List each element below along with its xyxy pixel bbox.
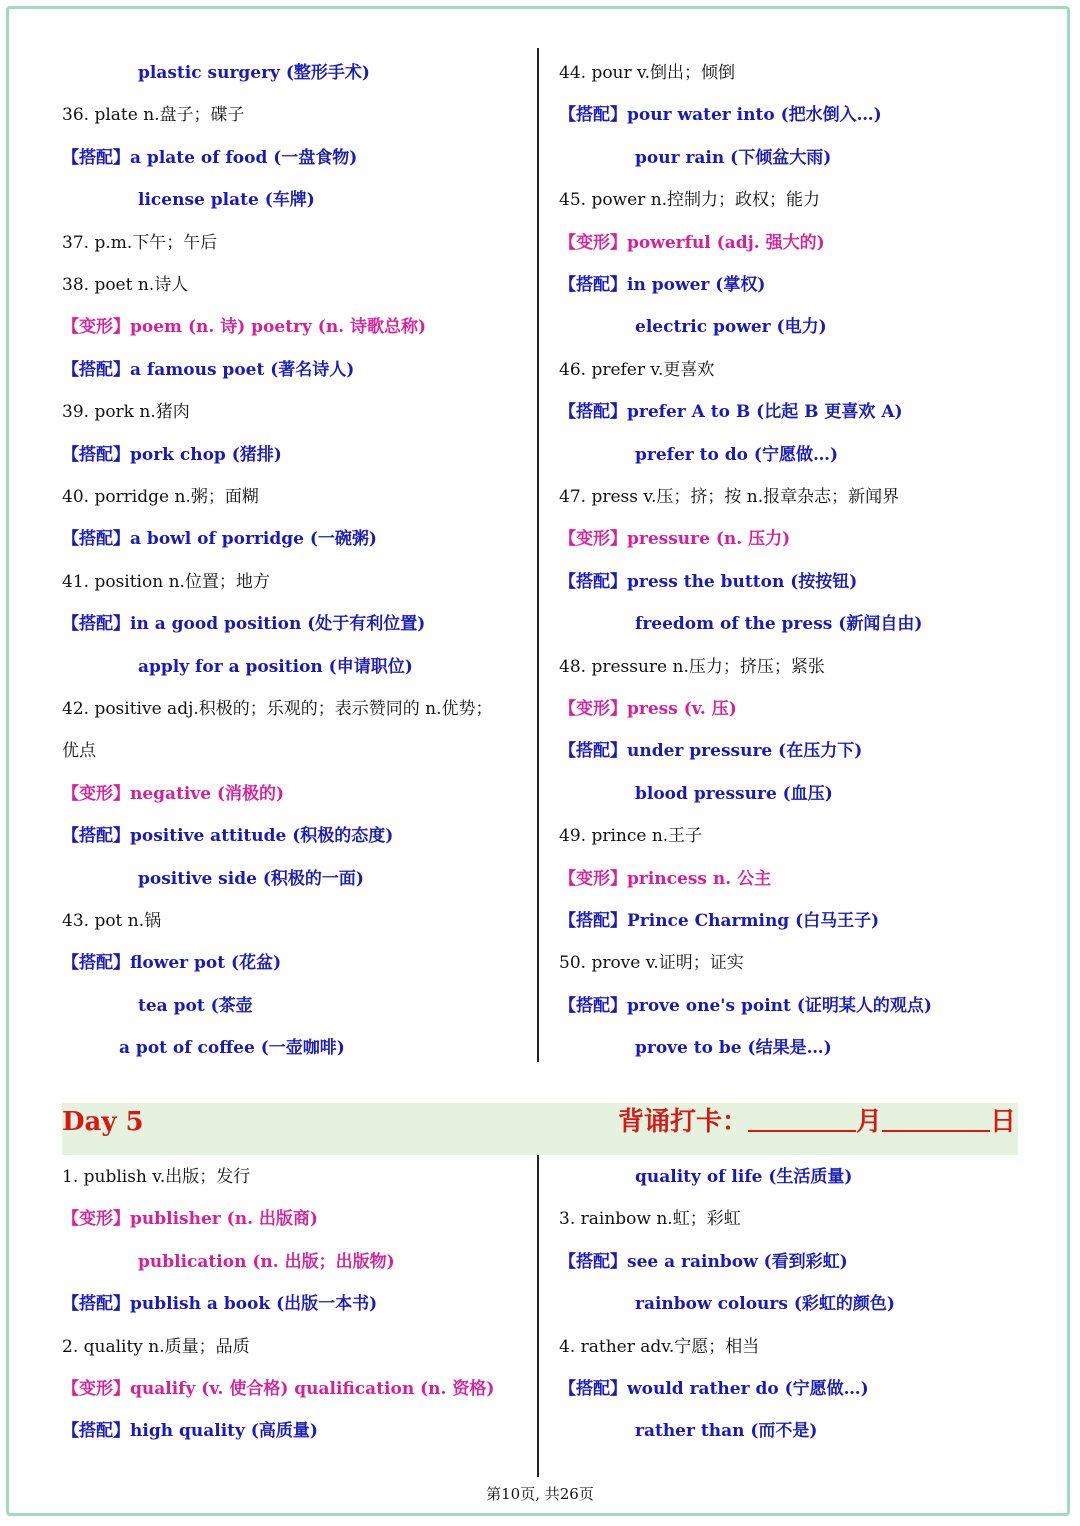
word-entry: 50. prove v.证明；证实 bbox=[559, 953, 744, 974]
word-variant: 【变形】negative (消极的) bbox=[62, 783, 285, 804]
word-entry: 40. porridge n.粥；面糊 bbox=[62, 487, 259, 507]
month-label: 月 bbox=[855, 1107, 882, 1137]
word-collocation: 【搭配】pour water into (把水倒入…) bbox=[559, 105, 882, 126]
word-collocation: 【搭配】would rather do (宁愿做…) bbox=[559, 1379, 869, 1399]
word-entry: 优点 bbox=[62, 741, 96, 762]
word-collocation: quality of life (生活质量) bbox=[635, 1167, 853, 1187]
word-entry: 37. p.m.下午；午后 bbox=[62, 232, 218, 253]
word-entry: 3. rainbow n.虹；彩虹 bbox=[559, 1209, 741, 1230]
word-entry: 39. pork n.猪肉 bbox=[62, 402, 190, 423]
word-collocation: 【搭配】high quality (高质量) bbox=[62, 1421, 318, 1442]
word-variant: 【变形】poem (n. 诗) poetry (n. 诗歌总称) bbox=[62, 317, 427, 338]
word-collocation: 【搭配】in power (掌权) bbox=[559, 275, 766, 295]
word-entry: 45. power n.控制力；政权；能力 bbox=[559, 190, 821, 211]
word-variant: publication (n. 出版；出版物) bbox=[138, 1251, 395, 1272]
word-variant: 【变形】press (v. 压) bbox=[559, 699, 737, 719]
word-collocation: plastic surgery (整形手术) bbox=[138, 63, 370, 83]
word-variant: 【变形】princess n. 公主 bbox=[559, 868, 772, 889]
word-collocation: 【搭配】positive attitude (积极的态度) bbox=[62, 826, 394, 847]
word-collocation: a pot of coffee (一壶咖啡) bbox=[119, 1038, 345, 1059]
word-collocation: 【搭配】prefer A to B (比起 B 更喜欢 A) bbox=[559, 402, 903, 423]
word-collocation: electric power (电力) bbox=[635, 317, 827, 338]
day-label: Day 5 bbox=[62, 1107, 144, 1137]
word-collocation: pour rain (下倾盆大雨) bbox=[635, 147, 832, 168]
word-entry: 41. position n.位置；地方 bbox=[62, 571, 270, 592]
page-number: 第10页, 共26页 bbox=[486, 1485, 594, 1503]
word-entry: 4. rather adv.宁愿；相当 bbox=[559, 1336, 760, 1357]
word-collocation: 【搭配】flower pot (花盆) bbox=[62, 953, 282, 974]
word-collocation: rather than (而不是) bbox=[635, 1421, 818, 1442]
word-collocation: apply for a position (申请职位) bbox=[138, 656, 413, 677]
word-collocation: 【搭配】pork chop (猪排) bbox=[62, 444, 282, 465]
word-entry: 1. publish v.出版；发行 bbox=[62, 1167, 251, 1187]
word-entry: 49. prince n.王子 bbox=[559, 826, 703, 847]
column-divider-bottom bbox=[537, 1155, 539, 1477]
word-collocation: tea pot (茶壶 bbox=[138, 995, 253, 1016]
word-variant: 【变形】pressure (n. 压力) bbox=[559, 529, 791, 550]
word-collocation: 【搭配】see a rainbow (看到彩虹) bbox=[559, 1251, 848, 1272]
word-collocation: 【搭配】under pressure (在压力下) bbox=[559, 741, 863, 762]
word-entry: 46. prefer v.更喜欢 bbox=[559, 359, 715, 380]
word-entry: 36. plate n.盘子；碟子 bbox=[62, 105, 245, 126]
word-collocation: rainbow colours (彩虹的颜色) bbox=[635, 1294, 895, 1315]
word-entry: 48. pressure n.压力；挤压；紧张 bbox=[559, 656, 825, 677]
word-collocation: license plate (车牌) bbox=[138, 190, 315, 211]
date-blank[interactable] bbox=[882, 1106, 990, 1132]
word-collocation: 【搭配】a plate of food (一盘食物) bbox=[62, 147, 358, 168]
word-variant: 【变形】qualify (v. 使合格) qualification (n. 资格) bbox=[62, 1379, 495, 1399]
word-collocation: 【搭配】prove one's point (证明某人的观点) bbox=[559, 995, 932, 1016]
date-label: 日 bbox=[989, 1107, 1016, 1137]
checkin-label bbox=[618, 1106, 1016, 1138]
word-variant: 【变形】publisher (n. 出版商) bbox=[62, 1209, 318, 1230]
word-collocation: freedom of the press (新闻自由) bbox=[635, 614, 923, 635]
word-collocation: 【搭配】a bowl of porridge (一碗粥) bbox=[62, 529, 377, 550]
word-collocation: prefer to do (宁愿做…) bbox=[635, 444, 839, 465]
word-entry: 2. quality n.质量；品质 bbox=[62, 1336, 250, 1357]
word-entry: 44. pour v.倒出；倾倒 bbox=[559, 63, 736, 83]
word-collocation: positive side (积极的一面) bbox=[138, 868, 364, 889]
month-blank[interactable] bbox=[748, 1106, 856, 1132]
word-collocation: 【搭配】a famous poet (著名诗人) bbox=[62, 359, 355, 380]
word-variant: 【变形】powerful (adj. 强大的) bbox=[559, 232, 825, 253]
word-entry: 47. press v.压；挤；按 n.报章杂志；新闻界 bbox=[559, 487, 900, 507]
word-collocation: 【搭配】in a good position (处于有利位置) bbox=[62, 614, 426, 635]
word-entry: 43. pot n.锅 bbox=[62, 911, 162, 931]
word-collocation: 【搭配】publish a book (出版一本书) bbox=[62, 1294, 378, 1315]
word-collocation: 【搭配】press the button (按按钮) bbox=[559, 571, 858, 592]
word-collocation: prove to be (结果是…) bbox=[635, 1038, 832, 1059]
word-collocation: 【搭配】Prince Charming (白马王子) bbox=[559, 911, 880, 931]
word-collocation: blood pressure (血压) bbox=[635, 783, 833, 804]
word-entry: 42. positive adj.积极的；乐观的；表示赞同的 n.优势； bbox=[62, 699, 493, 719]
checkin-text: 背诵打卡： bbox=[617, 1107, 748, 1137]
word-entry: 38. poet n.诗人 bbox=[62, 275, 189, 295]
column-divider-top bbox=[537, 48, 539, 1062]
